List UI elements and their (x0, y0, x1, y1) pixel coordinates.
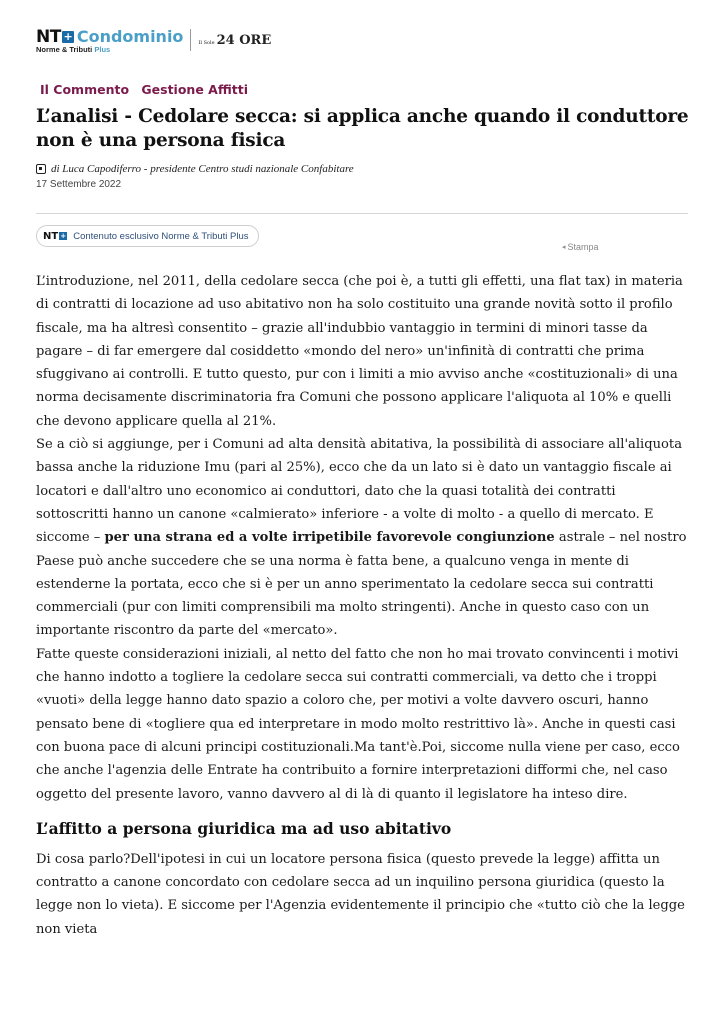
nt-badge-text: NT (43, 230, 59, 242)
author-icon (36, 164, 46, 174)
nt-badge-plus-icon: + (60, 232, 67, 240)
caret-left-icon: ◂ (562, 244, 566, 251)
sole-logo-text: 24 ORE (216, 32, 272, 48)
print-link[interactable] (562, 242, 599, 252)
article-title: L’analisi - Cedolare secca: si applica anche quando il conduttore non è una persona fisica (36, 106, 689, 151)
tag-gestione-affitti[interactable]: Gestione Affitti (141, 82, 249, 97)
logo-subtitle (36, 45, 183, 54)
nt-logo (36, 27, 74, 47)
print-label: Stampa (567, 242, 599, 252)
sole24ore-logo[interactable] (198, 33, 271, 48)
logo-title: Condominio (76, 26, 184, 46)
divider (36, 213, 688, 214)
byline-text: di Luca Capodiferro - presidente Centro studi nazionale Confabitare (51, 163, 354, 175)
paragraph-1: L’introduzione, nel 2011, della cedolare secca (che poi è, a tutti gli effetti, una flat tax) in materia di contratti di locazione ad uso abitativo non ha solo costituito una grande novità sotto il profilo fiscale, ma ha altresì consentito – grazie all'indubbio vantaggio in termini di minori tasse da pagare – di far emergere dal cosiddetto «mondo del nero» un'infinità di contratti che prima sfuggivano ai controlli. E tutto questo, pur con i limiti a mio avviso anche «costituzionali» di una norma decisamente discriminatoria fra Comuni che possono applicare l'aliquota al 10% e quelli che devono applicare quella al 21%. (36, 274, 683, 429)
section-subheading: L’affitto a persona giuridica ma ad uso abitativo (36, 818, 452, 838)
nt-plus-icon: + (63, 30, 73, 43)
publish-date: 17 Settembre 2022 (36, 179, 122, 190)
article-tags (40, 82, 256, 97)
condominio-logo[interactable] (36, 27, 183, 54)
paragraph-2-text-a: Se a ciò si aggiunge, per i Comuni ad alta densità abitativa, la possibilità di associare all'aliquota bassa anche la riduzione Imu (pari al 25%), ecco che da un lato si è dato un vantaggio fiscale ai locatori e dall'altro uno economico ai conduttori, dato che la quasi totalità dei contratti sottoscritti hanno un canone «calmierato» inferiore - a volte di molto - a quello di mercato. E siccome – (36, 437, 683, 546)
sole-small-text: Il Sole (198, 39, 215, 46)
paragraph-2-bold: per una strana ed a volte irripetibile favorevole congiunzione (104, 530, 555, 546)
paragraph-4: Di cosa parlo?Dell'ipotesi in cui un locatore persona fisica (questo prevede la legge) affitta un contratto a canone concordato con cedolare secca ad un inquilino persona giuridica (questo la legge non lo vieta). E siccome per l'Agenzia evidentemente il principio che «tutto ciò che la legge non vieta (36, 851, 685, 937)
paragraph-2 (36, 433, 690, 643)
paragraph-3: Fatte queste considerazioni iniziali, al netto del fatto che non ho mai trovato convincenti i motivi che hanno indotto a togliere la cedolare secca sui contratti commerciali, va detto che i troppi «vuoti» della legge hanno dato spazio a coloro che, per motivi a volte davvero oscuri, hanno pensato bene di «togliere qua ed interpretare in modo molto restrittivo là». Anche in questi casi con buona pace di alcuni principi costituzionali.Ma tant'è.Poi, siccome nulla viene per caso, ecco che anche l'agenzia delle Entrate ha contribuito a fornire interpretazioni difformi che, nel caso oggetto del presente lavoro, vanno davvero al di là di quanto il legislatore ha inteso dire. (36, 646, 680, 802)
tag-il-commento[interactable]: Il Commento (40, 82, 130, 97)
paragraph-2-text-b: astrale – nel nostro Paese può anche succedere che se una norma è fatta bene, a qualcuno venga in mente di estenderne la portata, ecco che si è per un anno sperimentato la cedolare secca sui contratti commerciali (pur con limiti comprensibili ma molto stringenti). Anche in questo caso con un importante riscontro da parte del «mercato». (36, 530, 687, 639)
logo-subtitle-text: Norme & Tributi (36, 44, 93, 54)
nt-logo-text: NT (36, 26, 61, 47)
exclusive-badge-label: Contenuto esclusivo Norme & Tributi Plus (73, 230, 249, 242)
logo-divider (190, 29, 191, 51)
nt-badge-icon (43, 231, 67, 242)
logo-subtitle-plus: Plus (94, 44, 111, 54)
exclusive-content-badge[interactable] (36, 225, 259, 247)
article-body (36, 270, 690, 941)
byline (36, 163, 354, 175)
masthead (36, 26, 271, 54)
